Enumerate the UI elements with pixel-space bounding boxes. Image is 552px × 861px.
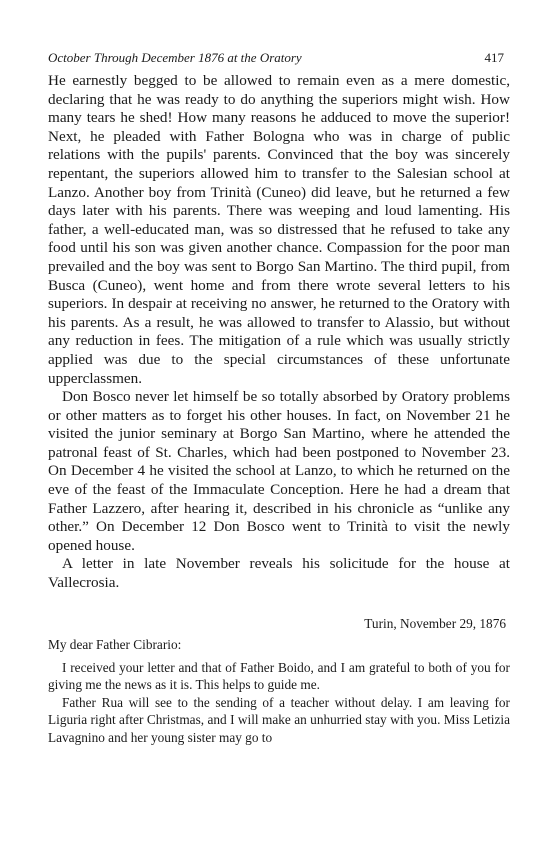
letter-paragraph: I received your letter and that of Father Boido, and I am grateful to both of you for giving me the news as it is. This helps to guide me. (48, 659, 510, 693)
body-text (48, 72, 510, 593)
letter-paragraph: Father Rua will see to the sending of a teacher without delay. I am leaving for Liguria right after Christmas, and I will make an unhurried stay with you. Miss Letizia Lavagnino and her young sister may go to (48, 694, 510, 745)
body-paragraph: He earnestly begged to be allowed to remain even as a mere domestic, declaring that he was ready to do anything the superiors might wish. How many tears he shed! How many reasons he adduced to move the superior! Next, he pleaded with Father Bologna who was in charge of public relations with the pupils' parents. Convinced that the boy was sincerely repentant, the superiors allowed him to transfer to the Salesian school at Lanzo. Another boy from Trinità (Cuneo) did leave, but he returned a few days later with his parents. There was weeping and loud lamenting. His father, a well-educated man, was so distressed that he refused to take any food until his son was given another chance. Compassion for the poor man prevailed and the boy was sent to Borgo San Martino. The third pupil, from Busca (Cuneo), went home and from there wrote several letters to his superiors. In despair at receiving no answer, he returned to the Oratory with his parents. As a result, he was allowed to transfer to Alassio, but without any reduction in fees. The mitigation of a rule which was usually strictly applied was due to the special circumstances of these unfortunate upperclassmen. (48, 72, 510, 387)
body-paragraph: A letter in late November reveals his solicitude for the house at Vallecrosia. (48, 555, 510, 592)
body-paragraph: Don Bosco never let himself be so totally absorbed by Oratory problems or other matters as to forget his other houses. In fact, on November 21 he visited the junior seminary at Borgo San Martino, where he attended the patronal feast of St. Charles, which had been postponed to November 23. On December 4 he visited the school at Lanzo, to which he returned on the eve of the feast of the Immaculate Conception. Here he had a dream that Father Lazzero, after hearing it, described in his chronicle as “unlike any other.” On December 12 Don Bosco went to Trinità to visit the newly opened house. (48, 388, 510, 554)
running-head (48, 50, 510, 66)
book-page (48, 50, 510, 747)
running-head-title: October Through December 1876 at the Oratory (48, 50, 302, 65)
page-number: 417 (484, 50, 504, 65)
quoted-letter (48, 615, 510, 747)
letter-salutation: My dear Father Cibrario: (48, 636, 182, 652)
letter-dateline: Turin, November 29, 1876 (364, 615, 506, 631)
